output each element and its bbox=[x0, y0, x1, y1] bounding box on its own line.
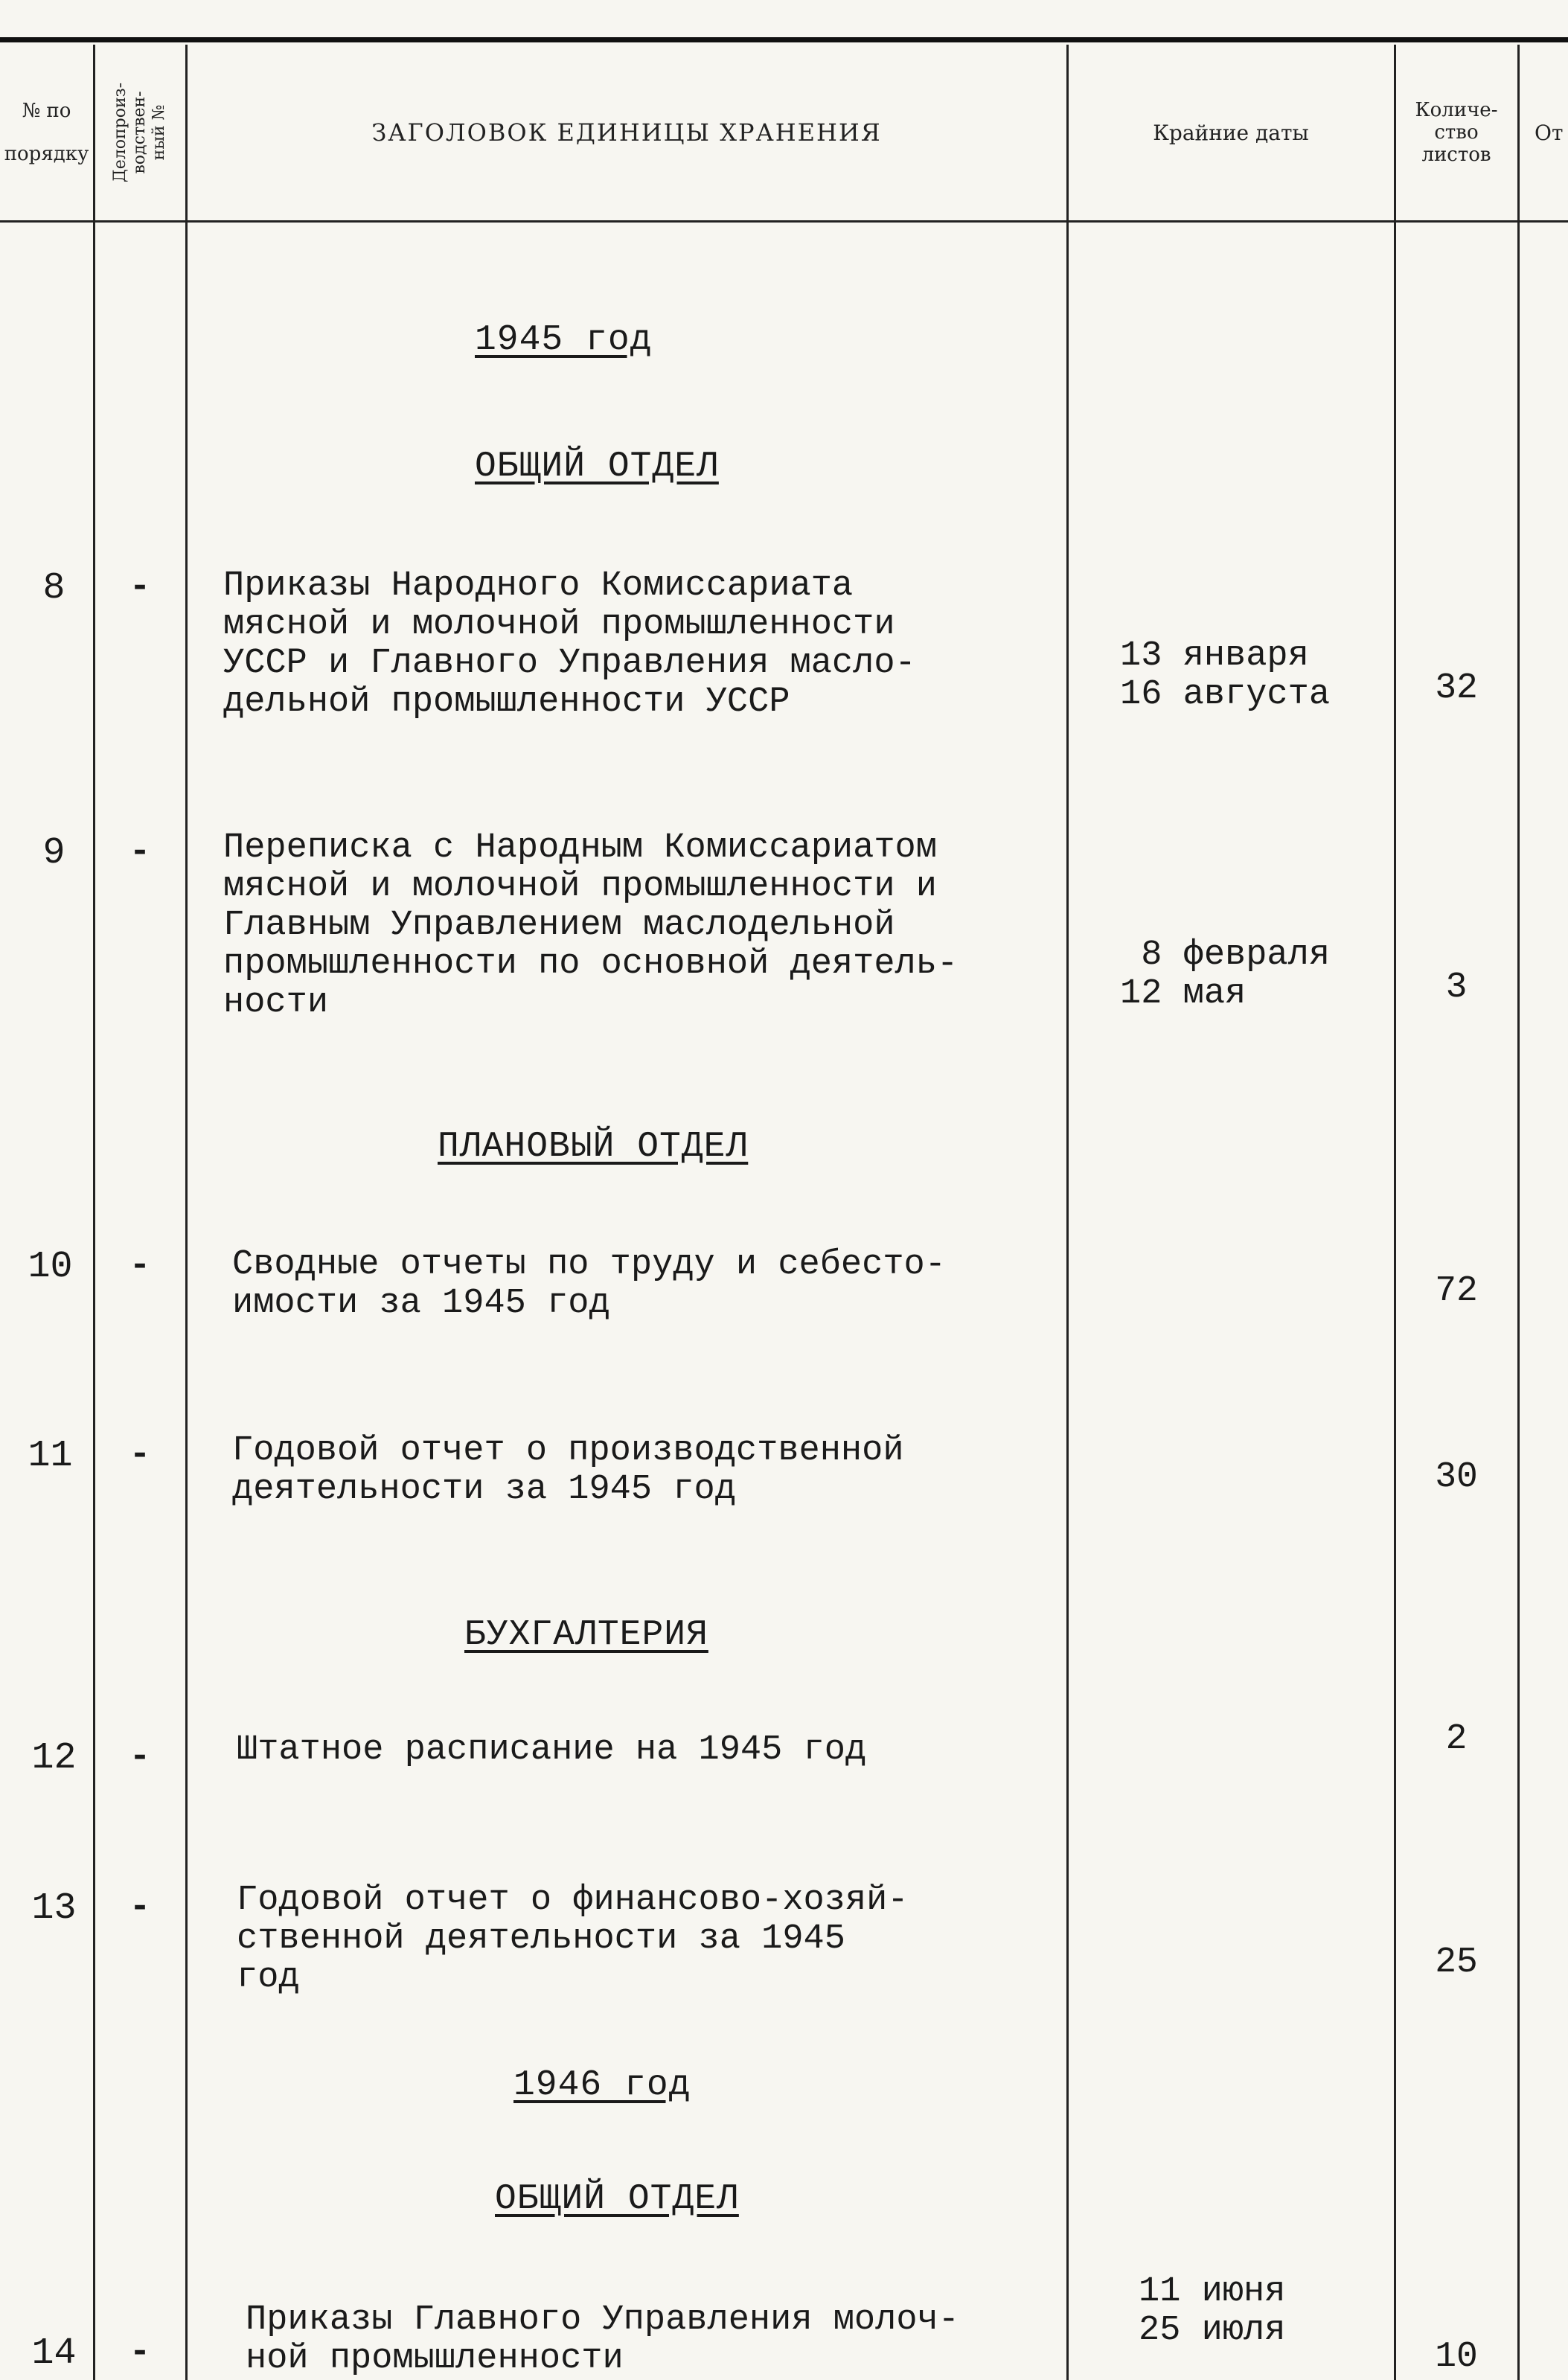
header-col-note: От bbox=[1535, 120, 1564, 145]
row-title: Переписка с Народным Комиссариатом мясной и молочной промышленности и Главным Управлением маслодельной промышленности по основной деятель- ности bbox=[223, 828, 959, 1023]
column-divider bbox=[185, 45, 188, 2380]
row-sheet-count: 30 bbox=[1435, 1457, 1478, 1497]
row-delo-number: - bbox=[129, 1435, 151, 1475]
row-sheet-count: 2 bbox=[1445, 1719, 1468, 1759]
column-divider bbox=[93, 45, 95, 2380]
row-number: 13 bbox=[31, 1887, 77, 1930]
row-delo-number: - bbox=[129, 1246, 151, 1286]
row-sheet-count: 25 bbox=[1435, 1942, 1478, 1983]
row-sheet-count: 10 bbox=[1435, 2337, 1478, 2377]
header-col-dates: Крайние даты bbox=[1153, 120, 1309, 145]
row-delo-number: - bbox=[129, 1737, 151, 1777]
row-number: 11 bbox=[28, 1435, 73, 1477]
header-top-rule bbox=[0, 37, 1568, 42]
row-delo-number: - bbox=[129, 2332, 151, 2373]
row-title: Сводные отчеты по труду и себесто- имости за 1945 год bbox=[232, 1245, 946, 1323]
row-delo-number: - bbox=[129, 832, 151, 872]
row-number: 8 bbox=[42, 567, 65, 610]
column-divider bbox=[1517, 45, 1520, 2380]
row-delo-number: - bbox=[129, 567, 151, 607]
row-delo-number: - bbox=[129, 1887, 151, 1928]
section-year-1946: 1946 год bbox=[513, 2065, 691, 2105]
row-title: Штатное расписание на 1945 год bbox=[237, 1730, 867, 1770]
row-dates: 11 июня 25 июля bbox=[1139, 2272, 1286, 2350]
section-general-department-1945: ОБЩИЙ ОТДЕЛ bbox=[475, 447, 719, 487]
row-number: 9 bbox=[42, 832, 65, 874]
column-divider bbox=[1066, 45, 1069, 2380]
section-general-department-1946: ОБЩИЙ ОТДЕЛ bbox=[495, 2179, 739, 2219]
header-col-number: № по порядку bbox=[4, 100, 89, 165]
header-bottom-rule bbox=[0, 220, 1568, 223]
section-year-1945: 1945 год bbox=[475, 320, 653, 360]
header-col-title: ЗАГОЛОВОК ЕДИНИЦЫ ХРАНЕНИЯ bbox=[371, 118, 882, 147]
row-sheet-count: 3 bbox=[1445, 967, 1468, 1008]
row-number: 12 bbox=[31, 1737, 77, 1779]
row-title: Приказы Народного Комиссариата мясной и молочной промышленности УССР и Главного Управления масло- дельной промышленности УССР bbox=[223, 566, 916, 722]
row-dates: 13 января 16 августа bbox=[1120, 636, 1331, 714]
column-divider bbox=[1394, 45, 1396, 2380]
section-planning-department: ПЛАНОВЫЙ ОТДЕЛ bbox=[438, 1127, 749, 1167]
section-accounting: БУХГАЛТЕРИЯ bbox=[464, 1615, 708, 1655]
header-col-delo bbox=[95, 45, 185, 220]
row-dates: 8 февраля 12 мая bbox=[1120, 935, 1331, 1014]
row-title: Годовой отчет о финансово-хозяй- ственной деятельности за 1945 год bbox=[237, 1881, 909, 1997]
row-title: Приказы Главного Управления молоч- ной промышленности bbox=[246, 2300, 959, 2379]
row-number: 10 bbox=[28, 1246, 73, 1288]
row-sheet-count: 72 bbox=[1435, 1271, 1478, 1311]
header-col-count: Количе- ство листов bbox=[1415, 99, 1498, 166]
row-sheet-count: 32 bbox=[1435, 668, 1478, 708]
row-title: Годовой отчет о производственной деятельности за 1945 год bbox=[232, 1431, 904, 1509]
header-col-delo-label: Делопроиз- водствен- ный № bbox=[111, 82, 168, 183]
row-number: 14 bbox=[31, 2332, 77, 2375]
